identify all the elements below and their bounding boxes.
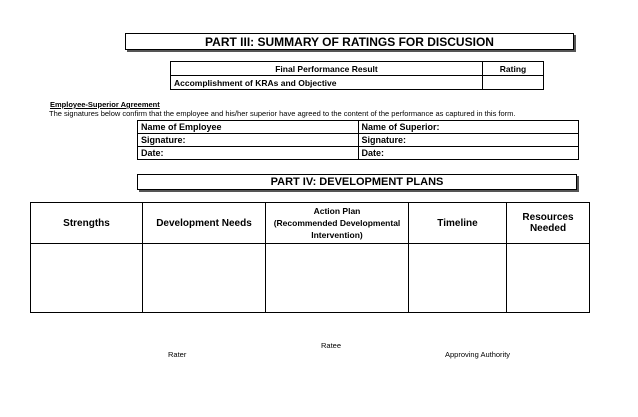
development-needs-cell[interactable] — [143, 244, 266, 313]
part3-title — [125, 33, 574, 50]
action-plan-cell[interactable] — [266, 244, 409, 313]
agreement-text: The signatures below confirm that the employee and his/her superior have agreed to the content of the performance as captured in this form. — [49, 109, 516, 118]
action-plan-line-2: (Recommended Developmental — [273, 218, 401, 228]
development-entry-row — [31, 244, 590, 313]
part4-title — [137, 174, 577, 190]
ratings-summary-table — [170, 61, 544, 90]
col-strengths: Strengths — [31, 203, 143, 244]
signature-table — [137, 120, 579, 160]
employee-signature-field[interactable]: Signature: — [138, 134, 359, 147]
col-action-plan — [266, 203, 409, 244]
rating-header: Rating — [483, 62, 544, 76]
superior-name-field[interactable]: Name of Superior: — [358, 121, 579, 134]
employee-name-field[interactable]: Name of Employee — [138, 121, 359, 134]
development-plan-table — [30, 202, 590, 313]
approving-authority-label: Approving Authority — [445, 350, 511, 359]
timeline-cell[interactable] — [409, 244, 507, 313]
final-result-header: Final Performance Result — [171, 62, 483, 76]
agreement-heading: Employee-Superior Agreement — [50, 100, 160, 109]
kra-rating-cell[interactable] — [483, 76, 544, 90]
signature-row-names — [138, 121, 579, 134]
ratings-header-row — [171, 62, 544, 76]
part3-title-text: PART III: SUMMARY OF RATINGS FOR DISCUSION — [205, 34, 494, 49]
signature-row-dates — [138, 147, 579, 160]
superior-date-field[interactable]: Date: — [358, 147, 579, 160]
employee-date-field[interactable]: Date: — [138, 147, 359, 160]
resources-needed-cell[interactable] — [507, 244, 590, 313]
kra-label: Accomplishment of KRAs and Objective — [171, 76, 483, 90]
ratings-row — [171, 76, 544, 90]
action-plan-line-3: Intervention) — [311, 230, 363, 240]
action-plan-line-1: Action Plan — [313, 206, 361, 216]
signature-row-signatures — [138, 134, 579, 147]
part4-title-text: PART IV: DEVELOPMENT PLANS — [270, 176, 444, 188]
col-resources-needed: Resources Needed — [507, 203, 590, 244]
col-development-needs: Development Needs — [143, 203, 266, 244]
rater-label: Rater — [168, 350, 187, 359]
col-timeline: Timeline — [409, 203, 507, 244]
development-header-row — [31, 203, 590, 244]
ratee-label: Ratee — [321, 341, 342, 350]
strengths-cell[interactable] — [31, 244, 143, 313]
superior-signature-field[interactable]: Signature: — [358, 134, 579, 147]
